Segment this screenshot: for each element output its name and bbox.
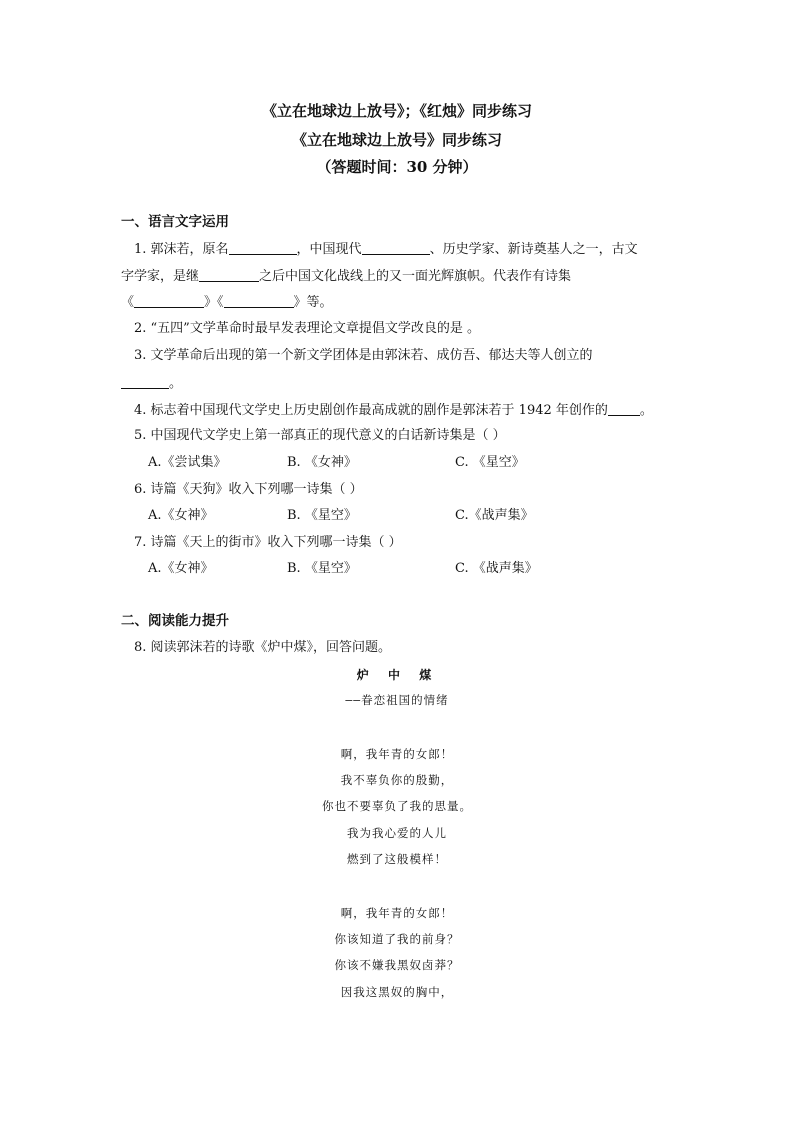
answer-blank[interactable]: [229, 241, 297, 255]
question-8: 8. 阅读郭沫若的诗歌《炉中煤》，回答问题。: [134, 640, 392, 655]
question-3-line-2: [121, 375, 182, 392]
question-2: 2. “五四”文学革命时最早发表理论文章提倡文学改良的是 。: [134, 321, 480, 336]
poem-line: 燃到了这般模样！: [347, 852, 447, 866]
question-text: 》《: [204, 295, 224, 310]
q6-option-c[interactable]: C.《战声集》: [455, 508, 534, 523]
question-text: 》等。: [293, 295, 333, 310]
question-text: 字学家，是继: [121, 269, 200, 284]
answer-blank[interactable]: [199, 268, 259, 282]
question-text: 。: [639, 403, 653, 418]
poem-title: 炉 中 煤: [356, 668, 438, 682]
q6-option-a[interactable]: A.《女神》: [148, 508, 214, 523]
q7-option-b[interactable]: B. 《星空》: [287, 561, 357, 576]
question-1-line-3: [121, 294, 333, 311]
document-subtitle: 《立在地球边上放号》同步练习: [291, 131, 502, 149]
answer-blank[interactable]: [362, 241, 430, 255]
q7-option-a[interactable]: A.《女神》: [148, 561, 214, 576]
poem-line: 啊，我年青的女郎！: [340, 747, 454, 761]
poem-line: 啊，我年青的女郎！: [340, 906, 454, 920]
answer-blank[interactable]: [608, 402, 640, 416]
q5-option-b[interactable]: B. 《女神》: [287, 455, 357, 470]
poem-line: 你也不要辜负了我的思量。: [322, 799, 472, 813]
question-1-line-2: [121, 268, 571, 285]
q5-option-a[interactable]: A.《尝试集》: [148, 455, 227, 470]
question-text: 、历史学家、新诗奠基人之一，古文: [429, 242, 638, 257]
question-text: 之后中国文化战线上的又一面光辉旗帜。代表作有诗集: [259, 269, 572, 284]
question-text: 《: [121, 295, 135, 310]
question-1-line-1: [134, 241, 638, 258]
answer-blank[interactable]: [121, 375, 169, 389]
question-4: [134, 402, 653, 419]
question-7: 7. 诗篇《天上的街市》收入下列哪一诗集（ ）: [134, 535, 402, 550]
question-text: 1. 郭沫若，原名: [134, 242, 229, 257]
answer-blank[interactable]: [224, 294, 294, 308]
poem-line: 你该不嫌我黑奴卤莽？: [334, 958, 460, 972]
section-heading-language: 一、语言文字运用: [121, 214, 229, 230]
q6-option-b[interactable]: B. 《星空》: [287, 508, 357, 523]
poem-line: 我为我心爱的人儿: [347, 826, 447, 840]
poem-subtitle: ——眷恋祖国的情绪: [345, 693, 449, 707]
poem-line: 你该知道了我的前身？: [334, 932, 460, 946]
q5-option-c[interactable]: C. 《星空》: [455, 455, 525, 470]
question-text: ，中国现代: [296, 242, 362, 257]
section-heading-reading: 二、阅读能力提升: [121, 613, 229, 629]
question-6: 6. 诗篇《天狗》收入下列哪一诗集（ ）: [134, 482, 363, 497]
question-text: 4. 标志着中国现代文学史上历史剧创作最高成就的剧作是郭沫若于 1942 年创作的: [134, 403, 608, 418]
q7-option-c[interactable]: C. 《战声集》: [455, 561, 538, 576]
document-title: 《立在地球边上放号》；《红烛》同步练习: [261, 102, 532, 120]
answer-time: （答题时间：30 分钟）: [316, 158, 478, 176]
question-text: 。: [169, 376, 183, 391]
answer-blank[interactable]: [134, 294, 204, 308]
question-5: 5. 中国现代文学史上第一部真正的现代意义的白话新诗集是（ ）: [134, 428, 506, 443]
poem-line: 我不辜负你的殷勤，: [340, 773, 454, 787]
question-3: 3. 文学革命后出现的第一个新文学团体是由郭沫若、成仿吾、郁达夫等人创立的: [134, 348, 593, 363]
poem-line: 因我这黑奴的胸中，: [340, 985, 454, 999]
